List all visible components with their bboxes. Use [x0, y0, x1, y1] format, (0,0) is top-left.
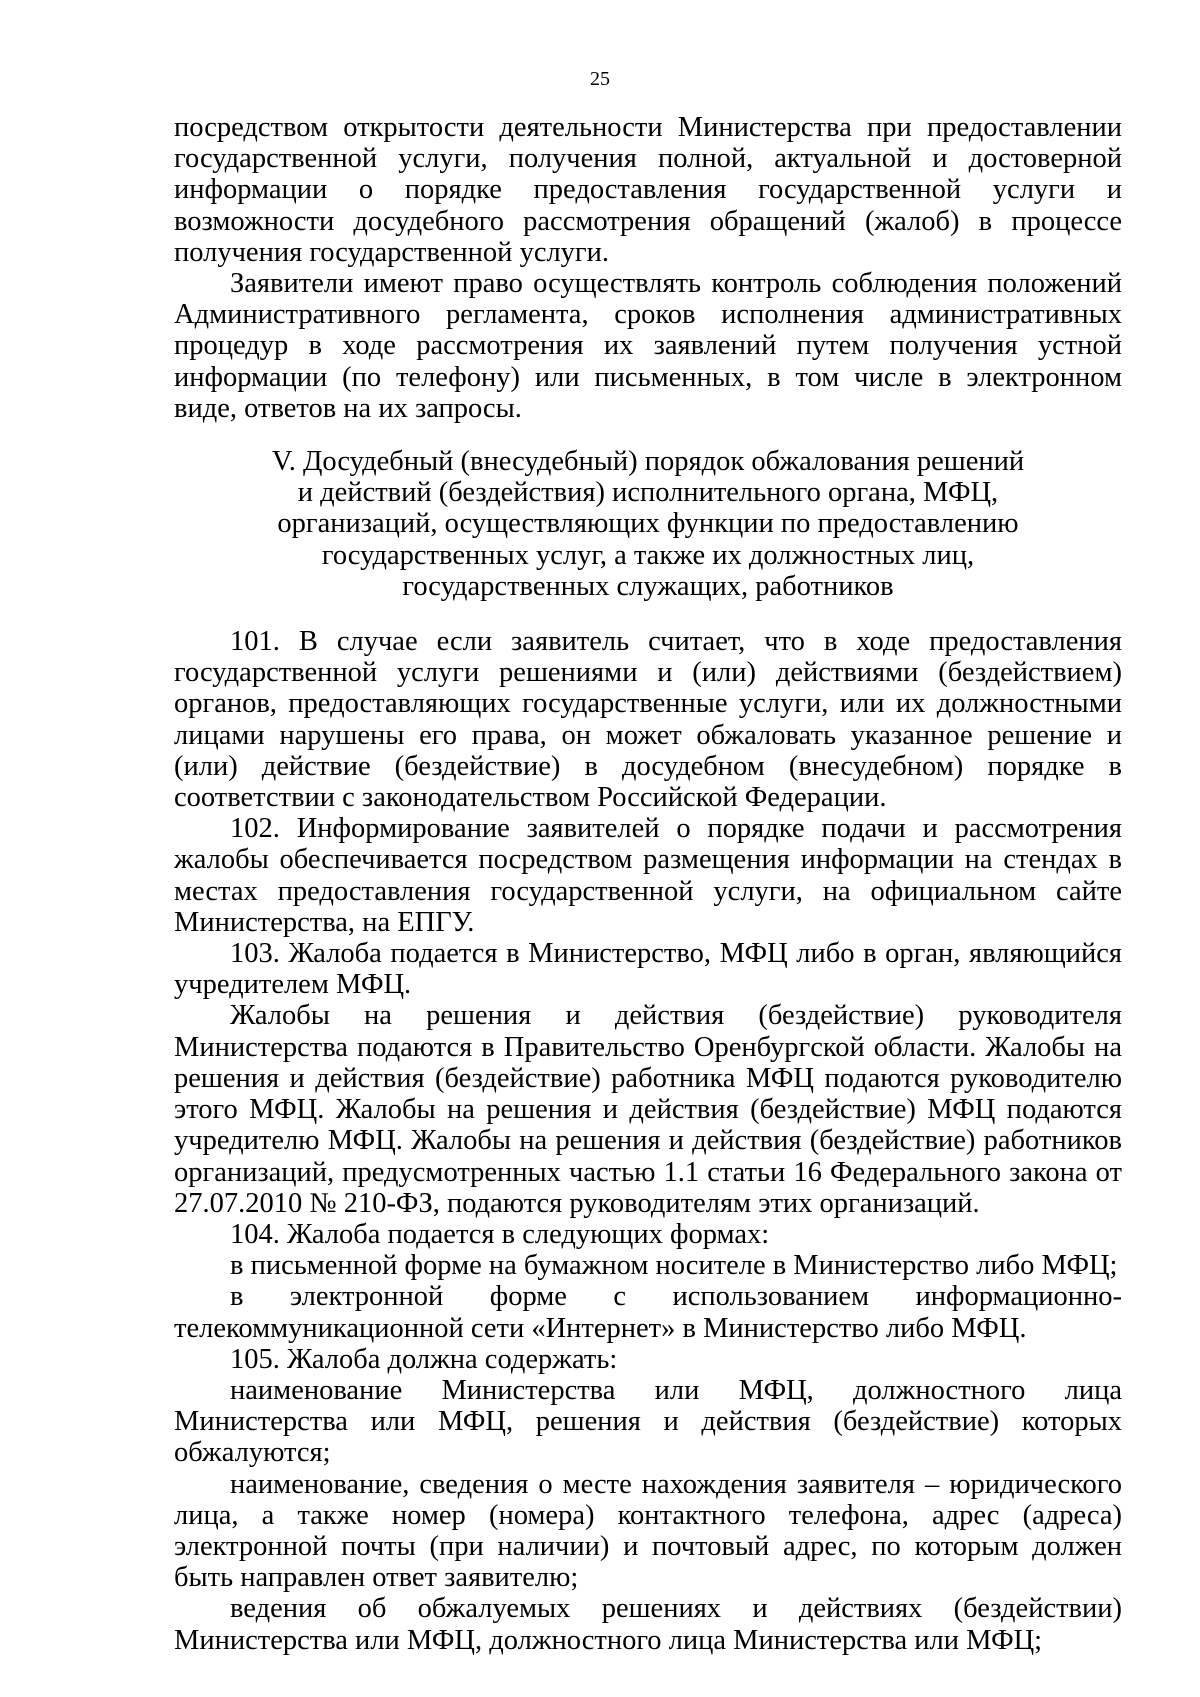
section-heading	[174, 446, 1122, 602]
paragraph-103: 103. Жалоба подается в Министерство, МФЦ либо в орган, являющийся учредителем МФЦ.	[174, 938, 1122, 1001]
paragraph-102: 102. Информирование заявителей о порядке подачи и рассмотрения жалобы обеспечивается посредством размещения информации на стендах в местах предоставления государственной услуги, на официальном сайте Министерства, на ЕПГУ.	[174, 813, 1122, 938]
paragraph-applicants-control: Заявители имеют право осуществлять контроль соблюдения положений Административного регламента, сроков исполнения административных процедур в ходе рассмотрения их заявлений путем получения устной информации (по телефону) или письменных, в том числе в электронном виде, ответов на их запросы.	[174, 268, 1122, 424]
page-number: 25	[590, 68, 610, 90]
paragraph-105: 105. Жалоба должна содержать:	[230, 1343, 618, 1375]
paragraph-electronic-form: в электронной форме с использованием информационно-телекоммуникационной сети «Интернет» в Министерство либо МФЦ.	[174, 1281, 1122, 1344]
document-body	[174, 112, 1122, 1656]
paragraph-101: 101. В случае если заявитель считает, что в ходе предоставления государственной услуги решениями и (или) действиями (бездействием) органов, предоставляющих государственные услуги, или их должностными лицами нарушены его права, он может обжаловать указанное решение и (или) действие (бездействие) в досудебном (внесудебном) порядке в соответствии с законодательством Российской Федерации.	[174, 626, 1122, 814]
paragraph-applicant-info: наименование, сведения о месте нахождения заявителя – юридического лица, а также номер (номера) контактного телефона, адрес (адреса) электронной почты (при наличии) и почтовый адрес, по которым должен быть направлен ответ заявителю;	[174, 1468, 1122, 1594]
paragraph-complaints-addressees: Жалобы на решения и действия (бездействие) руководителя Министерства подаются в Правительство Оренбургской области. Жалобы на решения и действия (бездействие) работника МФЦ подаются руководителю этого МФЦ. Жалобы на решения и действия (бездействие) МФЦ подаются учредителю МФЦ. Жалобы на решения и действия (бездействие) работников организаций, предусмотренных частью 1.1 статьи 16 Федерального закона от 27.07.2010 № 210-ФЗ, подаются руководителям этих организаций.	[174, 1000, 1122, 1219]
section-heading-line: государственных служащих, работников	[402, 570, 894, 602]
paragraph-continuation: посредством открытости деятельности Министерства при предоставлении государственной услуги, получения полной, актуальной и достоверной информации о порядке предоставления государственной услуги и возможности досудебного рассмотрения обращений (жалоб) в процессе получения государственной услуги.	[174, 112, 1122, 268]
paragraph-104: 104. Жалоба подается в следующих формах:	[230, 1218, 770, 1250]
section-heading-line: государственных услуг, а также их должностных лиц,	[321, 539, 975, 571]
section-heading-line: и действий (бездействия) исполнительного органа, МФЦ,	[297, 477, 999, 509]
section-heading-line: V. Досудебный (внесудебный) порядок обжалования решений	[271, 446, 1025, 478]
section-heading-line: организаций, осуществляющих функции по предоставлению	[277, 508, 1019, 540]
paragraph-written-form: в письменной форме на бумажном носителе в Министерство либо МФЦ;	[230, 1250, 1118, 1282]
paragraph-appealed-decisions: ведения об обжалуемых решениях и действиях (бездействии) Министерства или МФЦ, должностного лица Министерства или МФЦ;	[174, 1593, 1122, 1656]
paragraph-ministry-name: наименование Министерства или МФЦ, должностного лица Министерства или МФЦ, решения и действия (бездействие) которых обжалуются;	[174, 1374, 1122, 1469]
